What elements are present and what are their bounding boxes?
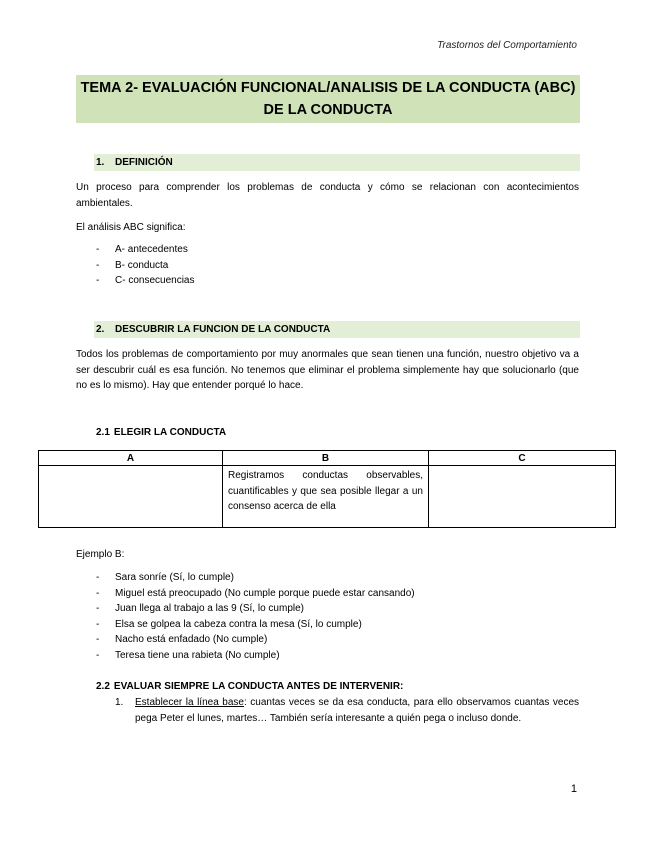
table-cell-b: Registramos conductas observables, cuantificables y que sea posible llegar a un consenso acerca de ella (223, 466, 429, 528)
example-list (94, 570, 415, 663)
subsection-2-2-number: 2.2 (96, 681, 110, 692)
subsection-2-2-heading (96, 681, 403, 692)
numbered-item (115, 695, 579, 726)
section-1-paragraph: Un proceso para comprender los problemas de conducta y cómo se relacionan con acontecimientos ambientales. (76, 182, 579, 209)
example-label: Ejemplo B: (76, 549, 125, 560)
numbered-item-number: 1. (115, 697, 124, 708)
section-2-paragraph: Todos los problemas de comportamiento por muy anormales que sean tienen una función, nuestro objetivo va a ser descubrir cuál es esa función. No tenemos que eliminar el problema simplemente hay que solucionarlo (que no es lo mismo). Hay que entender porqué lo hace. (76, 349, 579, 391)
table-cell-a (39, 466, 223, 528)
list-item: - Teresa tiene una rabieta (No cumple) (94, 648, 415, 664)
abc-intro: El análisis ABC significa: (76, 222, 186, 233)
abc-table (38, 450, 616, 528)
baseline-description: : cuantas veces se da esa conducta, para ello observamos cuantas veces pega Peter el lunes, martes… También sería interesante a quién pega o incluso donde. (135, 697, 580, 724)
section-2-heading (94, 321, 580, 338)
table-cell-c (429, 466, 616, 528)
list-item: - A- antecedentes (94, 242, 194, 258)
table-row (39, 466, 616, 528)
section-1-title: DEFINICIÓN (115, 157, 173, 168)
table-header-row (39, 451, 616, 466)
subsection-2-1-number: 2.1 (96, 427, 110, 438)
subsection-2-1-title: ELEGIR LA CONDUCTA (113, 427, 227, 438)
page-title (76, 75, 580, 123)
list-item: - C- consecuencias (94, 273, 194, 289)
page-title-line-1: TEMA 2- EVALUACIÓN FUNCIONAL/ANALISIS DE LA CONDUCTA (ABC) (80, 80, 576, 96)
page-number: 1 (570, 783, 577, 795)
subsection-2-1-heading (96, 427, 226, 438)
running-header: Trastornos del Comportamiento (437, 40, 577, 51)
abc-list (94, 242, 194, 289)
page-title-line-2: DE LA CONDUCTA (263, 102, 393, 118)
list-item: - B- conducta (94, 258, 194, 274)
numbered-item-text (135, 695, 579, 726)
list-item: - Juan llega al trabajo a las 9 (Sí, lo cumple) (94, 601, 415, 617)
column-header-a: A (39, 451, 223, 466)
list-item: - Miguel está preocupado (No cumple porque puede estar cansando) (94, 586, 415, 602)
list-item: - Sara sonríe (Sí, lo cumple) (94, 570, 415, 586)
subsection-2-2-title: EVALUAR SIEMPRE LA CONDUCTA ANTES DE INTERVENIR: (113, 681, 404, 692)
section-2-title: DESCUBRIR LA FUNCION DE LA CONDUCTA (115, 324, 331, 335)
section-2-number: 2. (96, 324, 105, 335)
baseline-term: Establecer la línea base (135, 697, 244, 708)
section-1-heading (94, 154, 580, 171)
column-header-b: B (223, 451, 429, 466)
list-item: - Elsa se golpea la cabeza contra la mesa (Sí, lo cumple) (94, 617, 415, 633)
column-header-c: C (429, 451, 616, 466)
list-item: - Nacho está enfadado (No cumple) (94, 632, 415, 648)
section-1-number: 1. (96, 157, 105, 168)
